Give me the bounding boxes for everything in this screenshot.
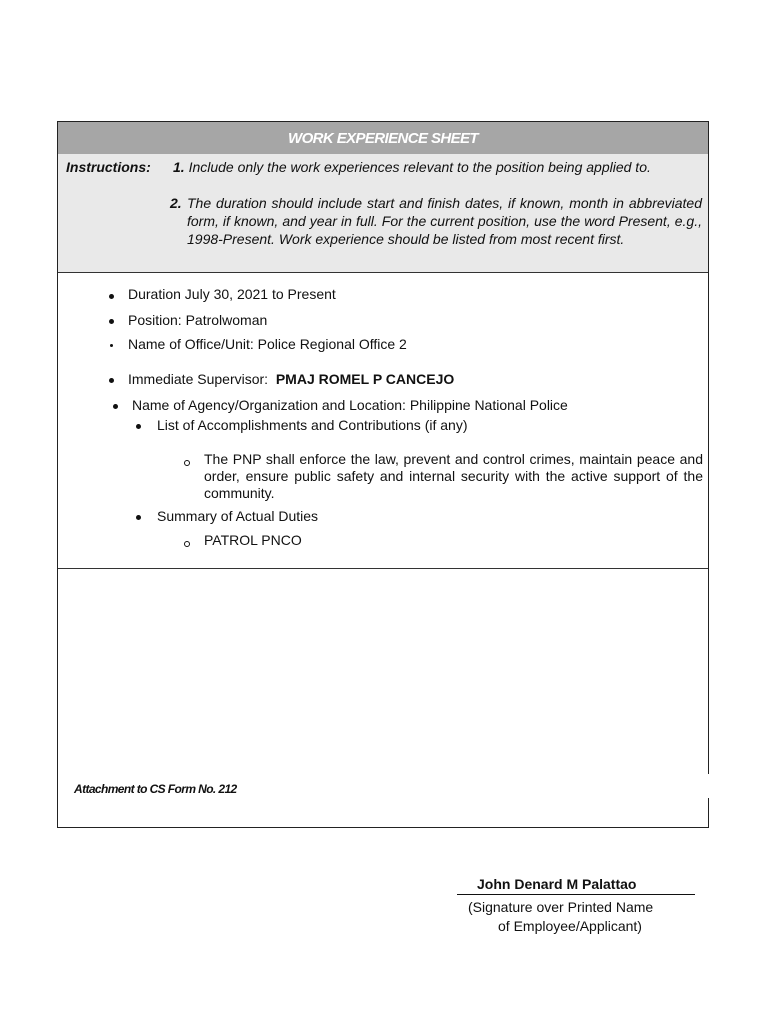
circle-bullet-icon	[184, 460, 190, 466]
work-experience-sheet	[57, 121, 709, 828]
duration-text: Duration July 30, 2021 to Present	[128, 286, 336, 302]
instruction-item-2	[170, 194, 702, 248]
supervisor-name: PMAJ ROMEL P CANCEJO	[275, 371, 455, 387]
accomplishment-item: The PNP shall enforce the law, prevent and control crimes, maintain peace and order, ensure public safety and internal security with the active support of the community.	[204, 451, 703, 501]
supervisor-label: Immediate Supervisor:	[128, 371, 269, 387]
supervisor-field	[128, 371, 454, 387]
bullet-icon	[113, 404, 118, 409]
office-text: Name of Office/Unit: Police Regional Office 2	[128, 336, 407, 352]
signatory-name: John Denard M Palattao	[457, 876, 695, 895]
agency-text: Name of Agency/Organization and Location: Philippine National Police	[132, 397, 568, 413]
sheet-title: WORK EXPERIENCE SHEET	[288, 129, 478, 147]
duty-item: PATROL PNCO	[204, 532, 302, 548]
experience-entry	[58, 272, 708, 569]
instruction-item-1	[173, 159, 651, 175]
instruction-2-number: 2.	[170, 195, 182, 211]
accomplishments-label: List of Accomplishments and Contributions (if any)	[157, 417, 468, 433]
bullet-icon	[136, 424, 141, 429]
instructions-section	[58, 154, 708, 273]
instruction-2-text: The duration should include start and finish dates, if known, month in abbreviated form, if known, and year in full. For the current position, use the word Present, e.g., 1998-Present. Work experience should be listed from most recent first.	[187, 195, 702, 247]
duties-label: Summary of Actual Duties	[157, 508, 319, 524]
instruction-1-number: 1.	[173, 159, 185, 175]
bullet-icon	[109, 319, 114, 324]
circle-bullet-icon	[184, 541, 190, 547]
bullet-icon	[109, 294, 114, 299]
position-text: Position: Patrolwoman	[128, 312, 268, 328]
instructions-label: Instructions:	[66, 159, 151, 175]
signature-caption-line-1: (Signature over Printed Name	[468, 899, 654, 915]
signature-block	[457, 876, 697, 934]
bullet-icon	[136, 515, 141, 520]
bullet-icon	[109, 378, 114, 383]
attachment-note: Attachment to CS Form No. 212	[74, 782, 237, 796]
sheet-title-bar	[58, 122, 708, 155]
border-gap	[705, 774, 711, 798]
signature-caption-line-2: of Employee/Applicant)	[498, 918, 642, 934]
bullet-icon	[110, 344, 113, 347]
instruction-1-text: Include only the work experiences relevant to the position being applied to.	[188, 159, 651, 175]
